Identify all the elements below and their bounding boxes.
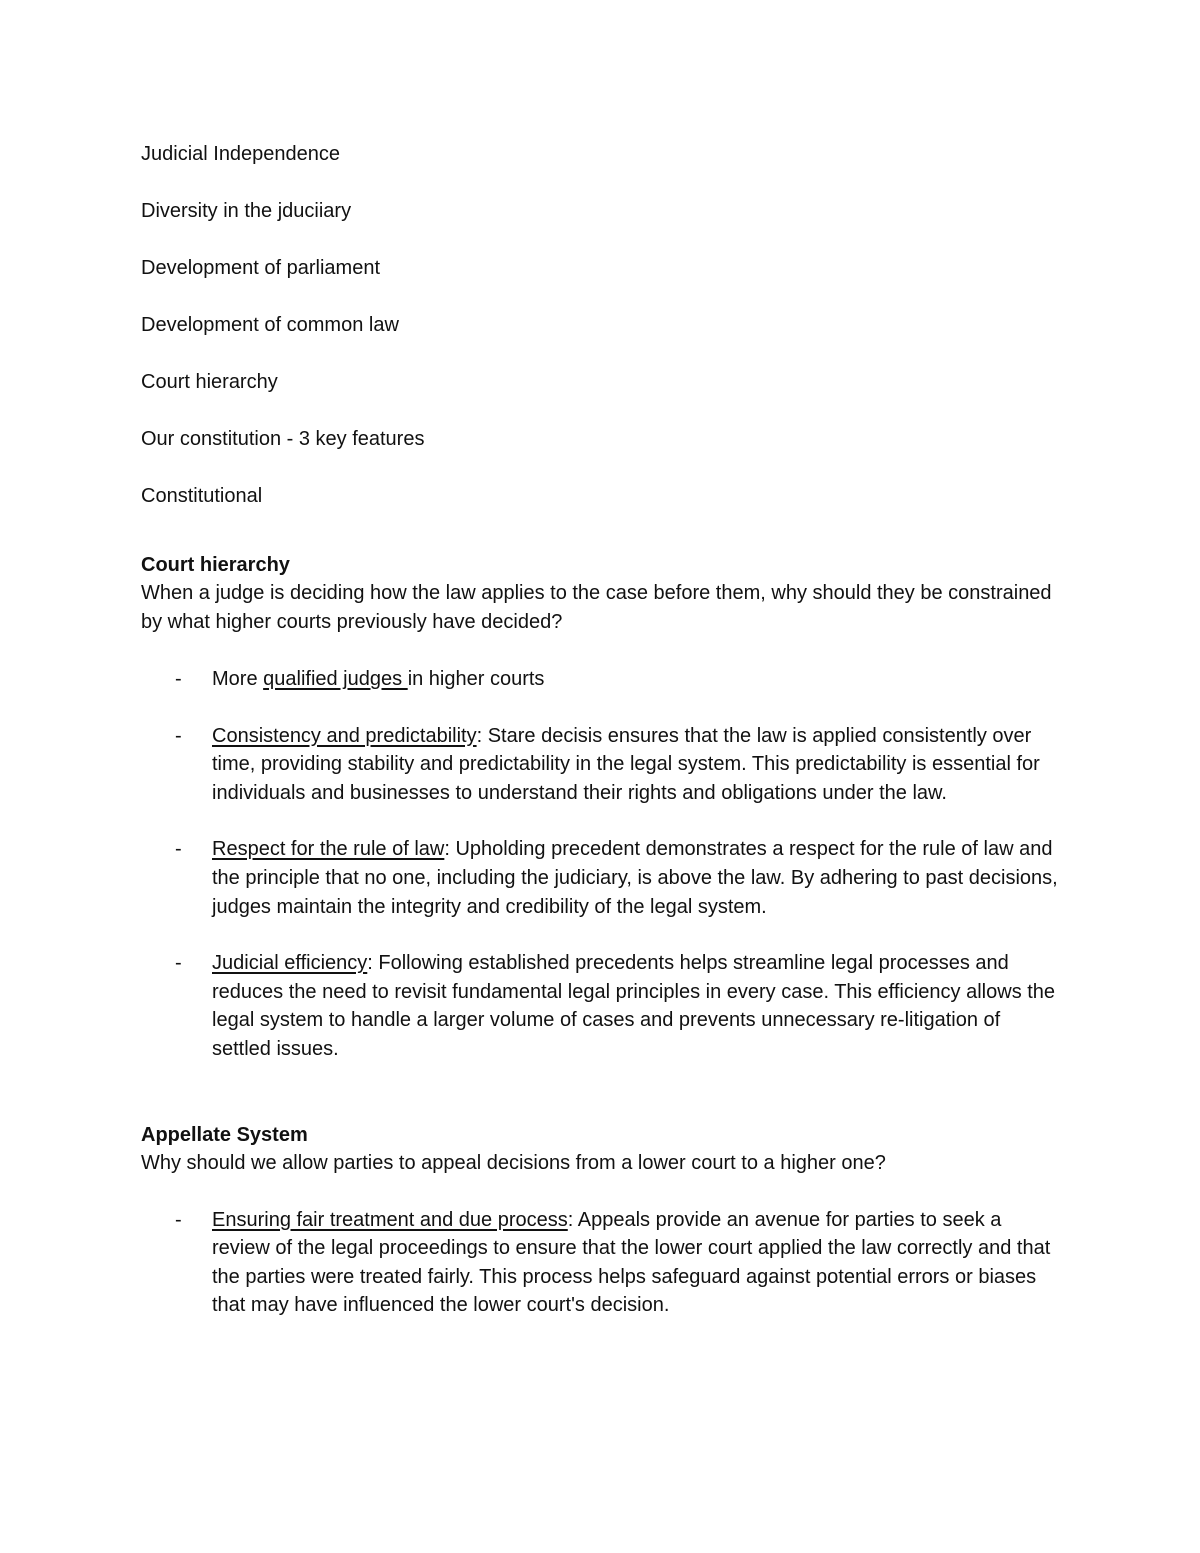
point-text: : Following established precedents helps streamline legal processes and reduces the need to revisit fundamental legal principles in every case. This efficiency allows the legal system to handle a larger volume of cases and prevents unnecessary re-litigation of settled issues.: [212, 952, 1056, 1060]
bullet-dash: -: [175, 724, 182, 747]
topic-item: Court hierarchy: [141, 371, 278, 393]
topic-item: Development of common law: [141, 314, 399, 336]
document-page: [141, 140, 1061, 1320]
bullet-dash: -: [175, 838, 182, 861]
section-heading: Appellate System: [141, 1123, 308, 1146]
point-text: : Stare decisis ensures that the law is applied consistently over time, providing stability and predictability in the legal system. This predictability is essential for individuals and businesses to understand their rights and obligations under the law.: [212, 724, 1040, 804]
point-term: Ensuring fair treatment and due process: [212, 1208, 568, 1231]
point-pre: More: [212, 668, 264, 690]
point-text: : Upholding precedent demonstrates a respect for the rule of law and the principle that no one, including the judiciary, is above the law. By adhering to past decisions, judges maintain the integrity and credibility of the legal system.: [212, 838, 1058, 918]
topic-item: Our constitution - 3 key features: [141, 428, 425, 450]
point-term: Consistency and predictability: [212, 724, 477, 747]
section-court-hierarchy: [141, 551, 1061, 1064]
list-item: [141, 949, 1061, 1063]
point-text: : Appeals provide an avenue for parties to seek a review of the legal proceedings to ensure that the lower court applied the law correctly and that the parties were treated fairly. This process helps safeguard against potential errors or biases that may have influenced the lower court's decision.: [212, 1208, 1051, 1317]
section-question: When a judge is deciding how the law applies to the case before them, why should they be constrained by what higher courts previously have decided?: [141, 582, 1052, 633]
section-heading: Court hierarchy: [141, 554, 290, 576]
topic-item: Constitutional: [141, 485, 263, 507]
point-list: [141, 1206, 1061, 1320]
list-item: [141, 665, 1061, 694]
topic-list: [141, 140, 1061, 539]
bullet-dash: -: [175, 1208, 182, 1231]
list-item: [141, 722, 1061, 808]
list-item: [141, 1206, 1061, 1320]
point-term: Judicial efficiency: [212, 952, 368, 975]
section-question: Why should we allow parties to appeal decisions from a lower court to a higher one?: [141, 1151, 886, 1174]
point-term: qualified judges: [263, 668, 408, 690]
point-term: Respect for the rule of law: [212, 838, 445, 861]
bullet-dash: -: [175, 668, 182, 690]
topic-item: Judicial Independence: [141, 143, 341, 165]
topic-item: Development of parliament: [141, 257, 381, 279]
point-text: in higher courts: [407, 668, 545, 690]
bullet-dash: -: [175, 952, 182, 975]
point-list: [141, 665, 1061, 1064]
list-item: [141, 835, 1061, 921]
topic-item: Diversity in the jduciiary: [141, 200, 352, 222]
section-appellate-system: [141, 1121, 1061, 1320]
